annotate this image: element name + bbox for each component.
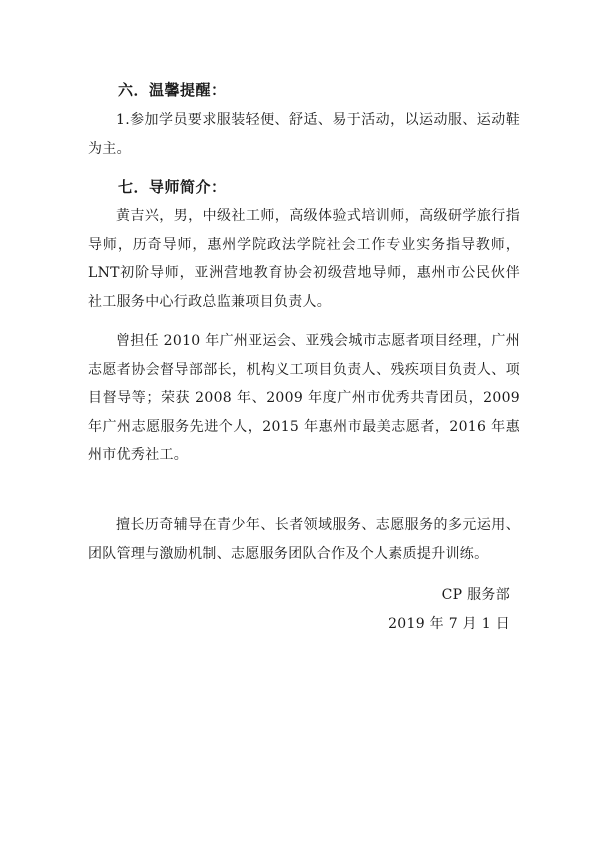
mentor-experience-paragraph: 曾担任 2010 年广州亚运会、亚残会城市志愿者项目经理，广州志愿者协会督导部部长，机构义工项目负责人、残疾项目负责人、项目督导等；荣获 2008 年、2009 年度广州市优秀共青团员，2009 年广州志愿服务先进个人，2015 年惠州市最美志愿者，2016 年惠州市优秀社工。 (88, 333, 520, 463)
mentor-expertise-paragraph: 擅长历奇辅导在青少年、长者领域服务、志愿服务的多元运用、团队管理与激励机制、志愿服务团队合作及个人素质提升训练。 (88, 517, 520, 562)
mentor-intro-paragraph: 黄吉兴，男，中级社工师，高级体验式培训师，高级研学旅行指导师，历奇导师，惠州学院政法学院社会工作专业实务指导教师，LNT初阶导师，亚洲营地教育协会初级营地导师，惠州市公民伙伴社工服务中心行政总监兼项目负责人。 (88, 208, 520, 310)
section-6-heading: 六．温馨提醒： (118, 81, 227, 99)
section-7-heading: 七．导师简介： (118, 178, 227, 196)
section-6-item-1: 1.参加学员要求服装轻便、舒适、易于活动，以运动服、运动鞋为主。 (88, 112, 520, 157)
signature-department: CP 服务部 (441, 587, 510, 603)
signature-date: 2019 年 7 月 1 日 (388, 616, 510, 632)
